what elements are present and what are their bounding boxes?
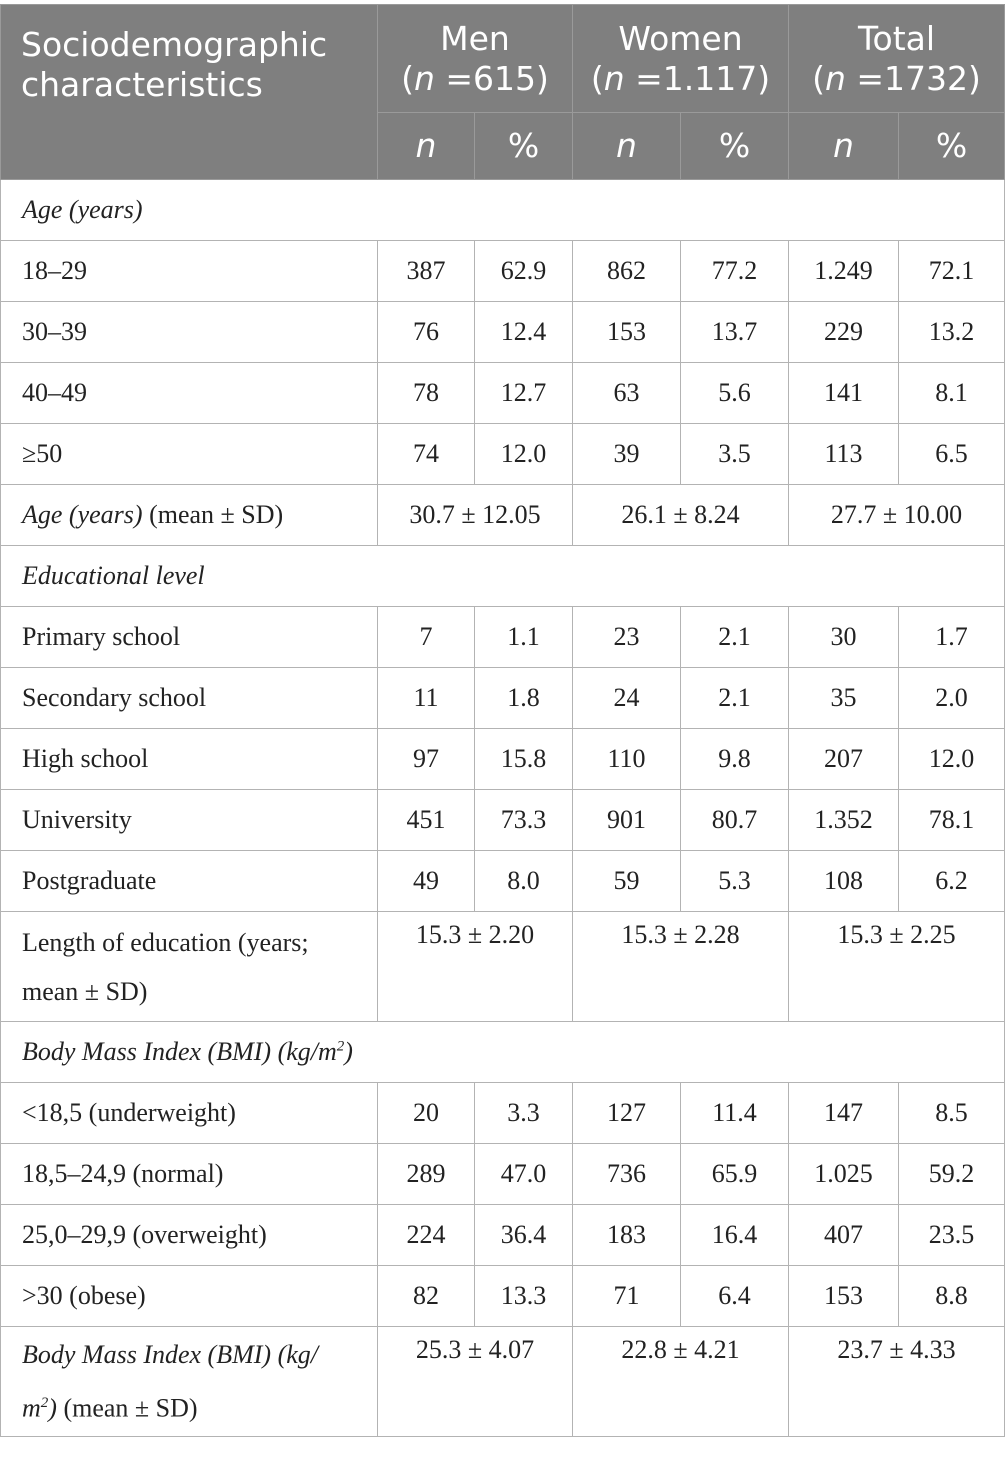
row-label: University bbox=[1, 790, 378, 851]
cell: 8.0 bbox=[475, 851, 573, 912]
cell: 8.5 bbox=[899, 1083, 1005, 1144]
row-label: Primary school bbox=[1, 607, 378, 668]
cell: 74 bbox=[378, 424, 475, 485]
cell: 49 bbox=[378, 851, 475, 912]
cell: 1.249 bbox=[789, 241, 899, 302]
cell: 1.8 bbox=[475, 668, 573, 729]
cell: 47.0 bbox=[475, 1144, 573, 1205]
cell: 5.6 bbox=[681, 363, 789, 424]
row-label: 40–49 bbox=[1, 363, 378, 424]
cell: 23.5 bbox=[899, 1205, 1005, 1266]
cell: 1.352 bbox=[789, 790, 899, 851]
table-row bbox=[1, 729, 1005, 790]
table-row bbox=[1, 1266, 1005, 1327]
table-row bbox=[1, 607, 1005, 668]
cell: 207 bbox=[789, 729, 899, 790]
cell: 36.4 bbox=[475, 1205, 573, 1266]
summary-row bbox=[1, 485, 1005, 546]
row-label: 18,5–24,9 (normal) bbox=[1, 1144, 378, 1205]
cell: 110 bbox=[573, 729, 681, 790]
cell: 35 bbox=[789, 668, 899, 729]
cell: 72.1 bbox=[899, 241, 1005, 302]
cell: 6.2 bbox=[899, 851, 1005, 912]
table-row bbox=[1, 363, 1005, 424]
row-label: 18–29 bbox=[1, 241, 378, 302]
cell: 1.1 bbox=[475, 607, 573, 668]
row-label: Age (years) (mean ± SD) bbox=[1, 485, 378, 546]
header-characteristics: Sociodemographic characteristics bbox=[1, 5, 378, 180]
section-row-age bbox=[1, 180, 1005, 241]
cell: 224 bbox=[378, 1205, 475, 1266]
cell: 13.7 bbox=[681, 302, 789, 363]
cell: 73.3 bbox=[475, 790, 573, 851]
cell: 15.3 ± 2.25 bbox=[789, 912, 1005, 1022]
cell: 6.5 bbox=[899, 424, 1005, 485]
table-row bbox=[1, 302, 1005, 363]
cell: 13.2 bbox=[899, 302, 1005, 363]
cell: 153 bbox=[573, 302, 681, 363]
table-row bbox=[1, 1205, 1005, 1266]
cell: 9.8 bbox=[681, 729, 789, 790]
cell: 82 bbox=[378, 1266, 475, 1327]
row-label: >30 (obese) bbox=[1, 1266, 378, 1327]
cell: 11.4 bbox=[681, 1083, 789, 1144]
cell: 183 bbox=[573, 1205, 681, 1266]
row-label: Body Mass Index (BMI) (kg/ $m^2$) (mean ± SD) bbox=[1, 1327, 378, 1437]
table-row bbox=[1, 790, 1005, 851]
cell: 113 bbox=[789, 424, 899, 485]
cell: 2.0 bbox=[899, 668, 1005, 729]
cell: 407 bbox=[789, 1205, 899, 1266]
cell: 153 bbox=[789, 1266, 899, 1327]
cell: 451 bbox=[378, 790, 475, 851]
row-label: Secondary school bbox=[1, 668, 378, 729]
header-total: Total (n =1732) bbox=[789, 5, 1005, 113]
cell: 387 bbox=[378, 241, 475, 302]
cell: 27.7 ± 10.00 bbox=[789, 485, 1005, 546]
cell: 12.0 bbox=[475, 424, 573, 485]
cell: 15.3 ± 2.20 bbox=[378, 912, 573, 1022]
row-label: High school bbox=[1, 729, 378, 790]
summary-row bbox=[1, 912, 1005, 1022]
table-row bbox=[1, 851, 1005, 912]
cell: 12.0 bbox=[899, 729, 1005, 790]
cell: 3.5 bbox=[681, 424, 789, 485]
cell: 229 bbox=[789, 302, 899, 363]
subheader-total-n: n bbox=[789, 113, 899, 180]
row-label: Length of education (years; mean ± SD) bbox=[1, 912, 378, 1022]
cell: 63 bbox=[573, 363, 681, 424]
section-title: Body Mass Index (BMI) $(kg/m^2)$ bbox=[1, 1022, 1005, 1083]
cell: 901 bbox=[573, 790, 681, 851]
cell: 80.7 bbox=[681, 790, 789, 851]
summary-row bbox=[1, 1327, 1005, 1437]
subheader-men-n: n bbox=[378, 113, 475, 180]
row-label: 25,0–29,9 (overweight) bbox=[1, 1205, 378, 1266]
cell: 12.4 bbox=[475, 302, 573, 363]
row-label: <18,5 (underweight) bbox=[1, 1083, 378, 1144]
cell: 12.7 bbox=[475, 363, 573, 424]
table-row bbox=[1, 1083, 1005, 1144]
subheader-women-n: n bbox=[573, 113, 681, 180]
cell: 25.3 ± 4.07 bbox=[378, 1327, 573, 1437]
cell: 5.3 bbox=[681, 851, 789, 912]
cell: 78.1 bbox=[899, 790, 1005, 851]
cell: 108 bbox=[789, 851, 899, 912]
cell: 77.2 bbox=[681, 241, 789, 302]
subheader-men-pct: % bbox=[475, 113, 573, 180]
cell: 16.4 bbox=[681, 1205, 789, 1266]
cell: 15.3 ± 2.28 bbox=[573, 912, 789, 1022]
cell: 141 bbox=[789, 363, 899, 424]
header-men: Men (n =615) bbox=[378, 5, 573, 113]
subheader-total-pct: % bbox=[899, 113, 1005, 180]
cell: 30.7 ± 12.05 bbox=[378, 485, 573, 546]
cell: 8.8 bbox=[899, 1266, 1005, 1327]
section-title: Age (years) bbox=[1, 180, 1005, 241]
table-row bbox=[1, 668, 1005, 729]
cell: 8.1 bbox=[899, 363, 1005, 424]
cell: 26.1 ± 8.24 bbox=[573, 485, 789, 546]
section-row-education bbox=[1, 546, 1005, 607]
cell: 862 bbox=[573, 241, 681, 302]
cell: 2.1 bbox=[681, 668, 789, 729]
cell: 127 bbox=[573, 1083, 681, 1144]
cell: 62.9 bbox=[475, 241, 573, 302]
cell: 78 bbox=[378, 363, 475, 424]
cell: 1.7 bbox=[899, 607, 1005, 668]
cell: 97 bbox=[378, 729, 475, 790]
cell: 2.1 bbox=[681, 607, 789, 668]
cell: 11 bbox=[378, 668, 475, 729]
table-row bbox=[1, 1144, 1005, 1205]
cell: 15.8 bbox=[475, 729, 573, 790]
cell: 1.025 bbox=[789, 1144, 899, 1205]
table-row bbox=[1, 424, 1005, 485]
row-label: 30–39 bbox=[1, 302, 378, 363]
row-label: ≥50 bbox=[1, 424, 378, 485]
header-women: Women (n =1.117) bbox=[573, 5, 789, 113]
cell: 147 bbox=[789, 1083, 899, 1144]
cell: 6.4 bbox=[681, 1266, 789, 1327]
section-title: Educational level bbox=[1, 546, 1005, 607]
row-label: Postgraduate bbox=[1, 851, 378, 912]
cell: 39 bbox=[573, 424, 681, 485]
cell: 22.8 ± 4.21 bbox=[573, 1327, 789, 1437]
cell: 30 bbox=[789, 607, 899, 668]
cell: 71 bbox=[573, 1266, 681, 1327]
cell: 23 bbox=[573, 607, 681, 668]
cell: 24 bbox=[573, 668, 681, 729]
cell: 59 bbox=[573, 851, 681, 912]
cell: 65.9 bbox=[681, 1144, 789, 1205]
cell: 3.3 bbox=[475, 1083, 573, 1144]
cell: 7 bbox=[378, 607, 475, 668]
cell: 23.7 ± 4.33 bbox=[789, 1327, 1005, 1437]
subheader-women-pct: % bbox=[681, 113, 789, 180]
table-row bbox=[1, 241, 1005, 302]
cell: 13.3 bbox=[475, 1266, 573, 1327]
cell: 736 bbox=[573, 1144, 681, 1205]
section-row-bmi bbox=[1, 1022, 1005, 1083]
cell: 76 bbox=[378, 302, 475, 363]
cell: 59.2 bbox=[899, 1144, 1005, 1205]
sociodemographic-table bbox=[0, 4, 1005, 1437]
cell: 289 bbox=[378, 1144, 475, 1205]
cell: 20 bbox=[378, 1083, 475, 1144]
